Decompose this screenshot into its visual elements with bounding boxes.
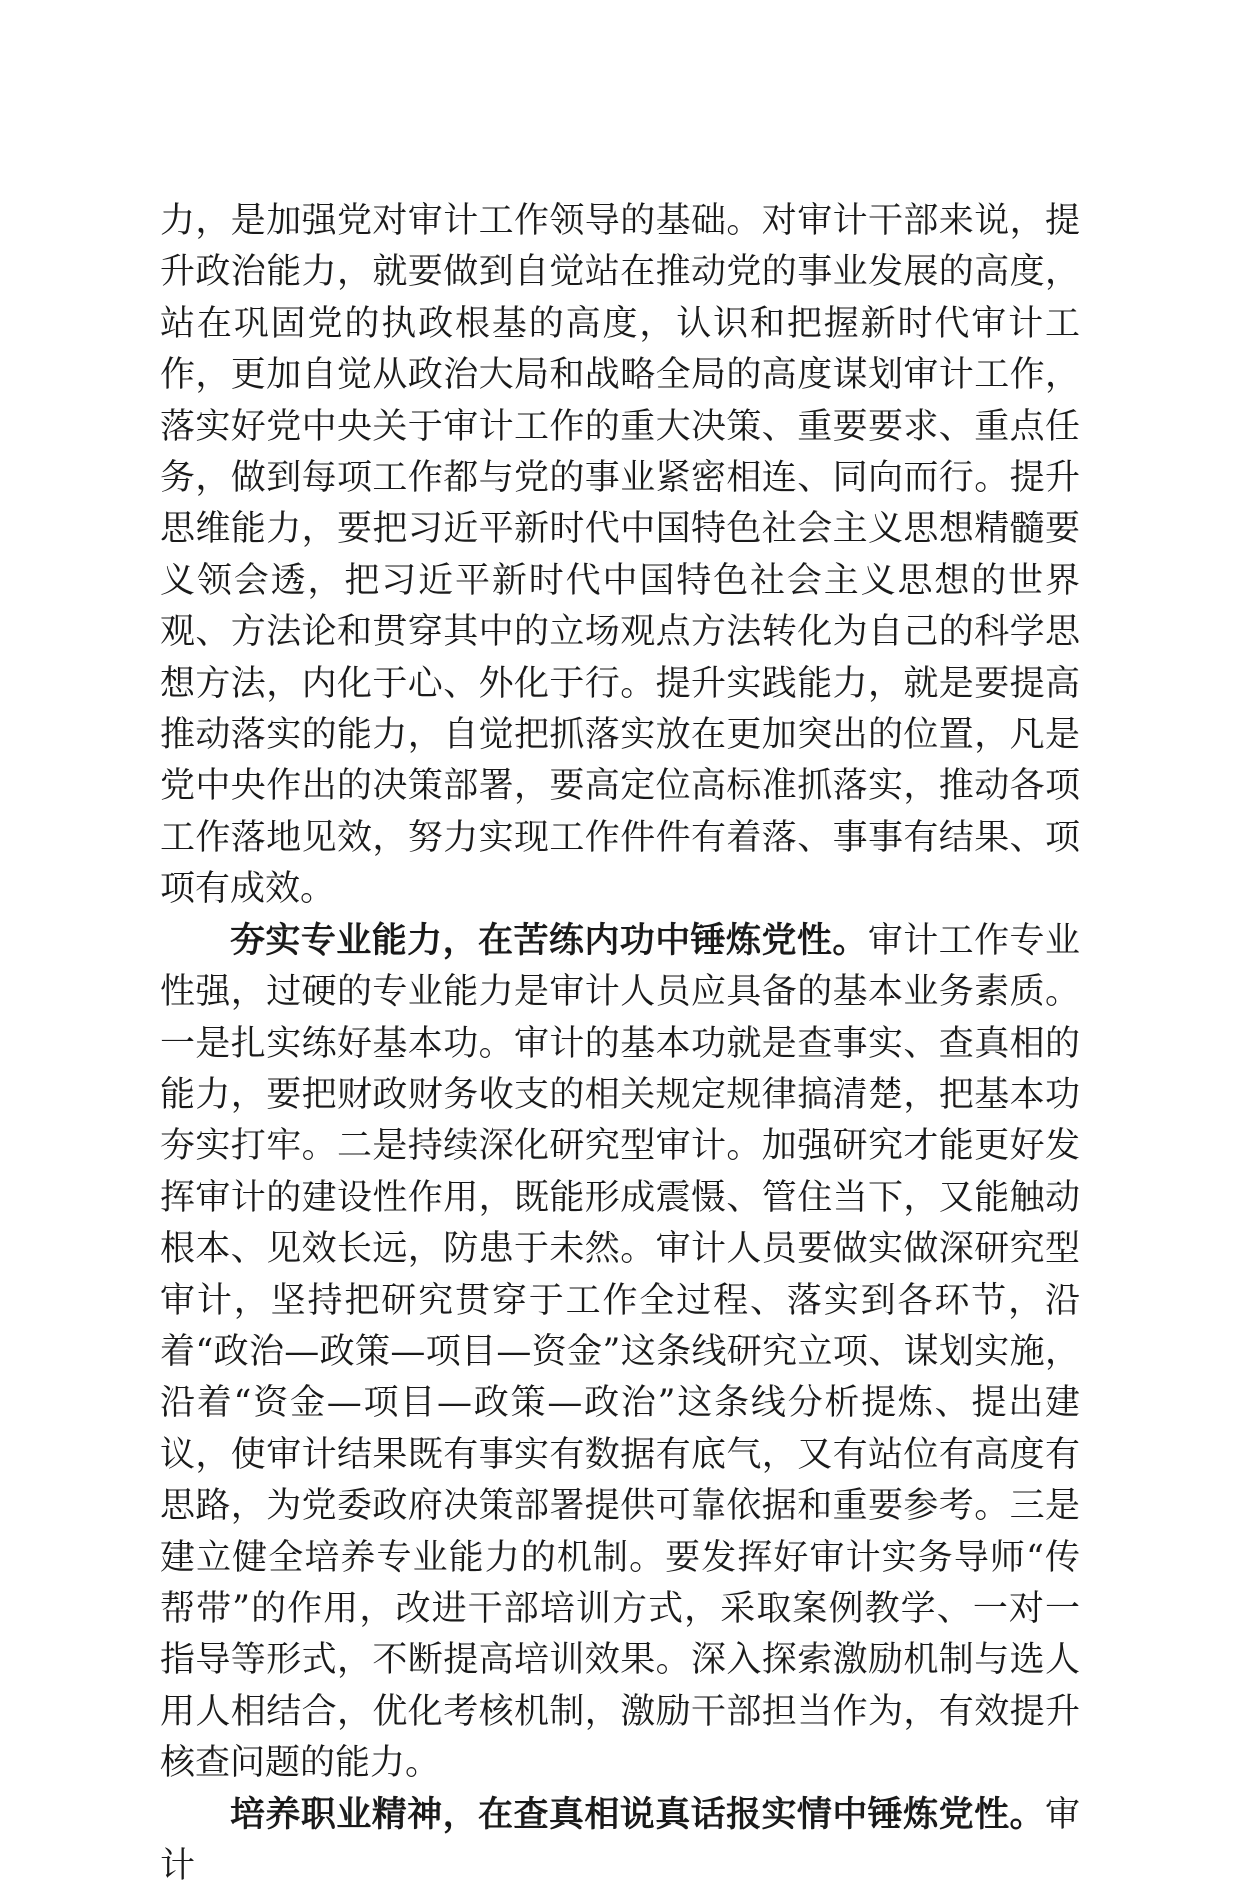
paragraph-text: 审计工作专业性强，过硬的专业能力是审计人员应具备的基本业务素质。一是扎实练好基本功。审计的基本功就是查事实、查真相的能力，要把财政财务收支的相关规定规律搞清楚，把基本功夯实打牢。二是持续深化研究型审计。加强研究才能更好发挥审计的建设性作用，既能形成震慑、管住当下，又能触动根本、见效长远，防患于未然。审计人员要做实做深研究型审计，坚持把研究贯穿于工作全过程、落实到各环节，沿着“政治—政策—项目—资金”这条线研究立项、谋划实施，沿着“资金—项目—政策—政治”这条线分析提炼、提出建议，使审计结果既有事实有数据有底气，又有站位有高度有思路，为党委政府决策部署提供可靠依据和重要参考。三是建立健全培养专业能力的机制。要发挥好审计实务导师“传帮带”的作用，改进干部培训方式，采取案例教学、一对一指导等形式，不断提高培训效果。深入探索激励机制与选人用人相结合，优化考核机制，激励干部担当作为，有效提升核查问题的能力。 [160,920,1080,1784]
paragraph-lead-heading: 培养职业精神，在查真相说真话报实情中锤炼党性。 [230,1794,1045,1835]
paragraph-lead-heading: 夯实专业能力，在苦练内功中锤炼党性。 [230,920,868,961]
paragraph-political-ability [160,196,1080,916]
document-body [160,196,1080,1892]
paragraph-text: 审计 [160,1794,1080,1886]
paragraph-professional-ability [160,916,1080,1790]
paragraph-professional-spirit [160,1790,1080,1892]
paragraph-text: 力，是加强党对审计工作领导的基础。对审计干部来说，提升政治能力，就要做到自觉站在推动党的事业发展的高度，站在巩固党的执政根基的高度，认识和把握新时代审计工作，更加自觉从政治大局和战略全局的高度谋划审计工作，落实好党中央关于审计工作的重大决策、重要要求、重点任务，做到每项工作都与党的事业紧密相连、同向而行。提升思维能力，要把习近平新时代中国特色社会主义思想精髓要义领会透，把习近平新时代中国特色社会主义思想的世界观、方法论和贯穿其中的立场观点方法转化为自己的科学思想方法，内化于心、外化于行。提升实践能力，就是要提高推动落实的能力，自觉把抓落实放在更加突出的位置，凡是党中央作出的决策部署，要高定位高标准抓落实，推动各项工作落地见效，努力实现工作件件有着落、事事有结果、项项有成效。 [160,201,1080,910]
